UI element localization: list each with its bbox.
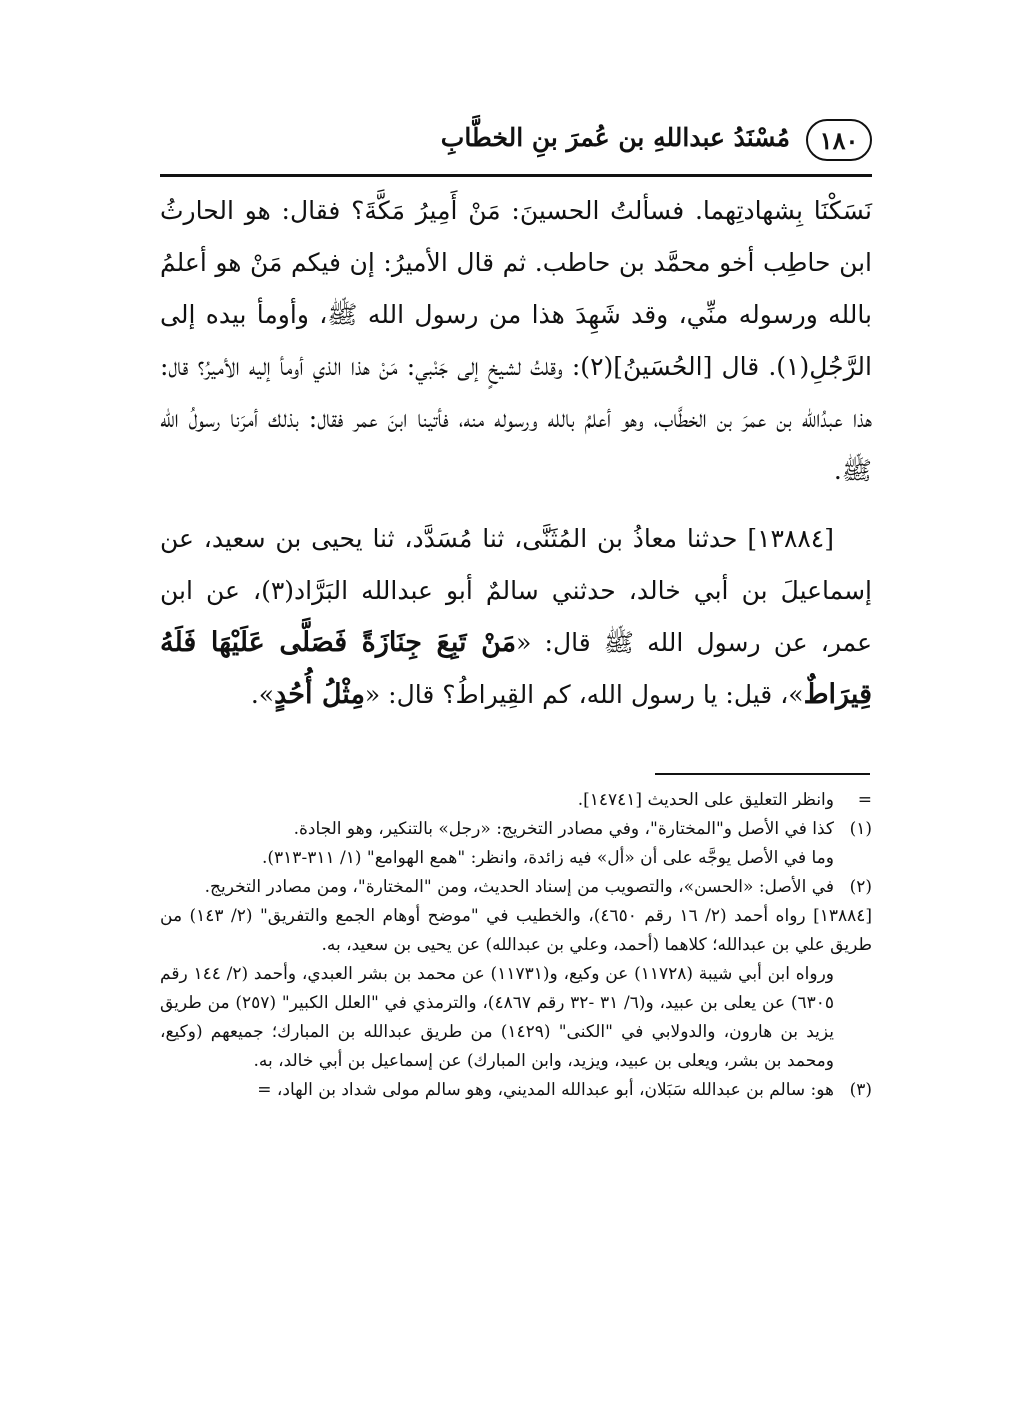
footnote-separator bbox=[655, 773, 870, 775]
footnote-text: رواه أحمد (٢/ ١٦ رقم ٤٦٥٠)، والخطيب في "موضح أوهام الجمع والتفريق" (٢/ ١٤٣) من طريق علي بن عبدالله؛ كلاهما (أحمد، وعلي بن عبدالله) عن يحيى بن سعيد، به. bbox=[160, 906, 872, 955]
footnote-line: في الأصل: «الحسن»، والتصويب من إسناد الحديث، ومن "المختارة"، ومن مصادر التخريج. bbox=[204, 877, 834, 897]
hadith-question: »، قيل: يا رسول الله، كم القِيراطُ؟ قال: « bbox=[364, 680, 804, 709]
hadith-paragraph bbox=[160, 513, 872, 721]
footnote-line: وانظر التعليق على الحديث [١٤٧٤١]. bbox=[577, 790, 834, 810]
footnote-mark: [١٣٨٨٤] bbox=[813, 906, 873, 926]
footnote bbox=[160, 786, 872, 815]
footnote bbox=[160, 873, 872, 902]
page-number: ١٨٠ bbox=[806, 119, 872, 161]
running-title: مُسْنَدُ عبداللهِ بن عُمرَ بنِ الخطَّابِ bbox=[440, 123, 790, 152]
footnote-line: وما في الأصل يوجَّه على أن «أل» فيه زائدة، وانظر: "همع الهوامع" (١/ ٣١١-٣١٣). bbox=[262, 848, 834, 868]
main-text bbox=[160, 185, 872, 721]
hadith-isnad: [١٣٨٨٤] حدثنا معاذُ بن المُثَنَّى، ثنا مُسَدَّد، ثنا يحيى بن سعيد، عن إسماعيلَ بن أبي خالد، حدثني سالمٌ أبو عبدالله البَرَّاد(٣)، عن ابن عمر، عن رسول الله ﷺ قال: « bbox=[160, 524, 872, 657]
footnote bbox=[160, 815, 872, 873]
footnote bbox=[160, 902, 872, 1076]
footnote-mark: (٣) bbox=[849, 1080, 872, 1100]
footnote-line: كذا في الأصل و"المختارة"، وفي مصادر التخريج: «رجل» بالتنكير، وهو الجادة. bbox=[293, 819, 834, 839]
footnote-mark: (١) bbox=[849, 819, 872, 839]
header-rule bbox=[160, 174, 872, 177]
footnote-line: هو: سالم بن عبدالله سَبَلان، أبو عبدالله المديني، وهو سالم مولى شداد بن الهاد، = bbox=[257, 1080, 834, 1100]
hadith-close: ». bbox=[250, 680, 275, 709]
footnote-line bbox=[160, 902, 872, 960]
footnote-line: ورواه ابن أبي شيبة (١١٧٢٨) عن وكيع، و(١١٧٣١) عن محمد بن بشر العبدي، وأحمد (٢/ ١٤٤ رقم ٦٣٠٥) عن يعلى بن عبيد، و(٦/ ٣١ -٣٢ رقم ٤٨٦٧)، والترمذي في "العلل الكبير" (٢٥٧) من طريق يزيد بن هارون، والدولابي في "الكنى" (١٤٢٩) من طريق عبدالله بن المبارك؛ جميعهم (وكيع، ومحمد بن بشر، ويعلى بن عبيد، ويزيد، وابن المبارك) عن إسماعيل بن أبي خالد، به. bbox=[160, 964, 834, 1071]
footnote bbox=[160, 1076, 872, 1105]
hadith-text: مَنْ تَبِعَ جِنَازَةً فَصَلَّى عَلَيْهَا فَلَهُ قِيرَاطٌ bbox=[160, 627, 872, 710]
footnotes bbox=[160, 786, 872, 1105]
paragraph-continuation: نَسَكْنَا بِشهادتِهما. فسألتُ الحسينَ: مَنْ أَمِيرُ مَكَّةَ؟ فقال: هو الحارثُ ابن حاطِب أخو محمَّد بن حاطب. ثم قال الأميرُ: إن فيكم مَنْ هو أعلمُ بالله ورسوله منِّي، وقد شَهِدَ هذا من رسول الله ﷺ، وأومأ بيده إلى الرَّجُلِ(١). قال [الحُسَينُ](٢): وقلتُ لشيخٍ إلى جَنْبي: مَنْ هذا الذي أومأ إليه الأميرُ؟ قال: هذا عبدُالله بن عمرَ بن الخطَّاب، وهو أعلمُ بالله ورسوله منه، فأتينا ابنَ عمر فقال: بذلك أمرَنا رسولُ الله ﷺ. bbox=[160, 196, 872, 485]
page-header bbox=[160, 117, 872, 169]
hadith-answer: مِثْلُ أُحُدٍ bbox=[274, 679, 365, 710]
footnote-mark: = bbox=[857, 790, 872, 810]
footnote-mark: (٢) bbox=[849, 877, 872, 897]
